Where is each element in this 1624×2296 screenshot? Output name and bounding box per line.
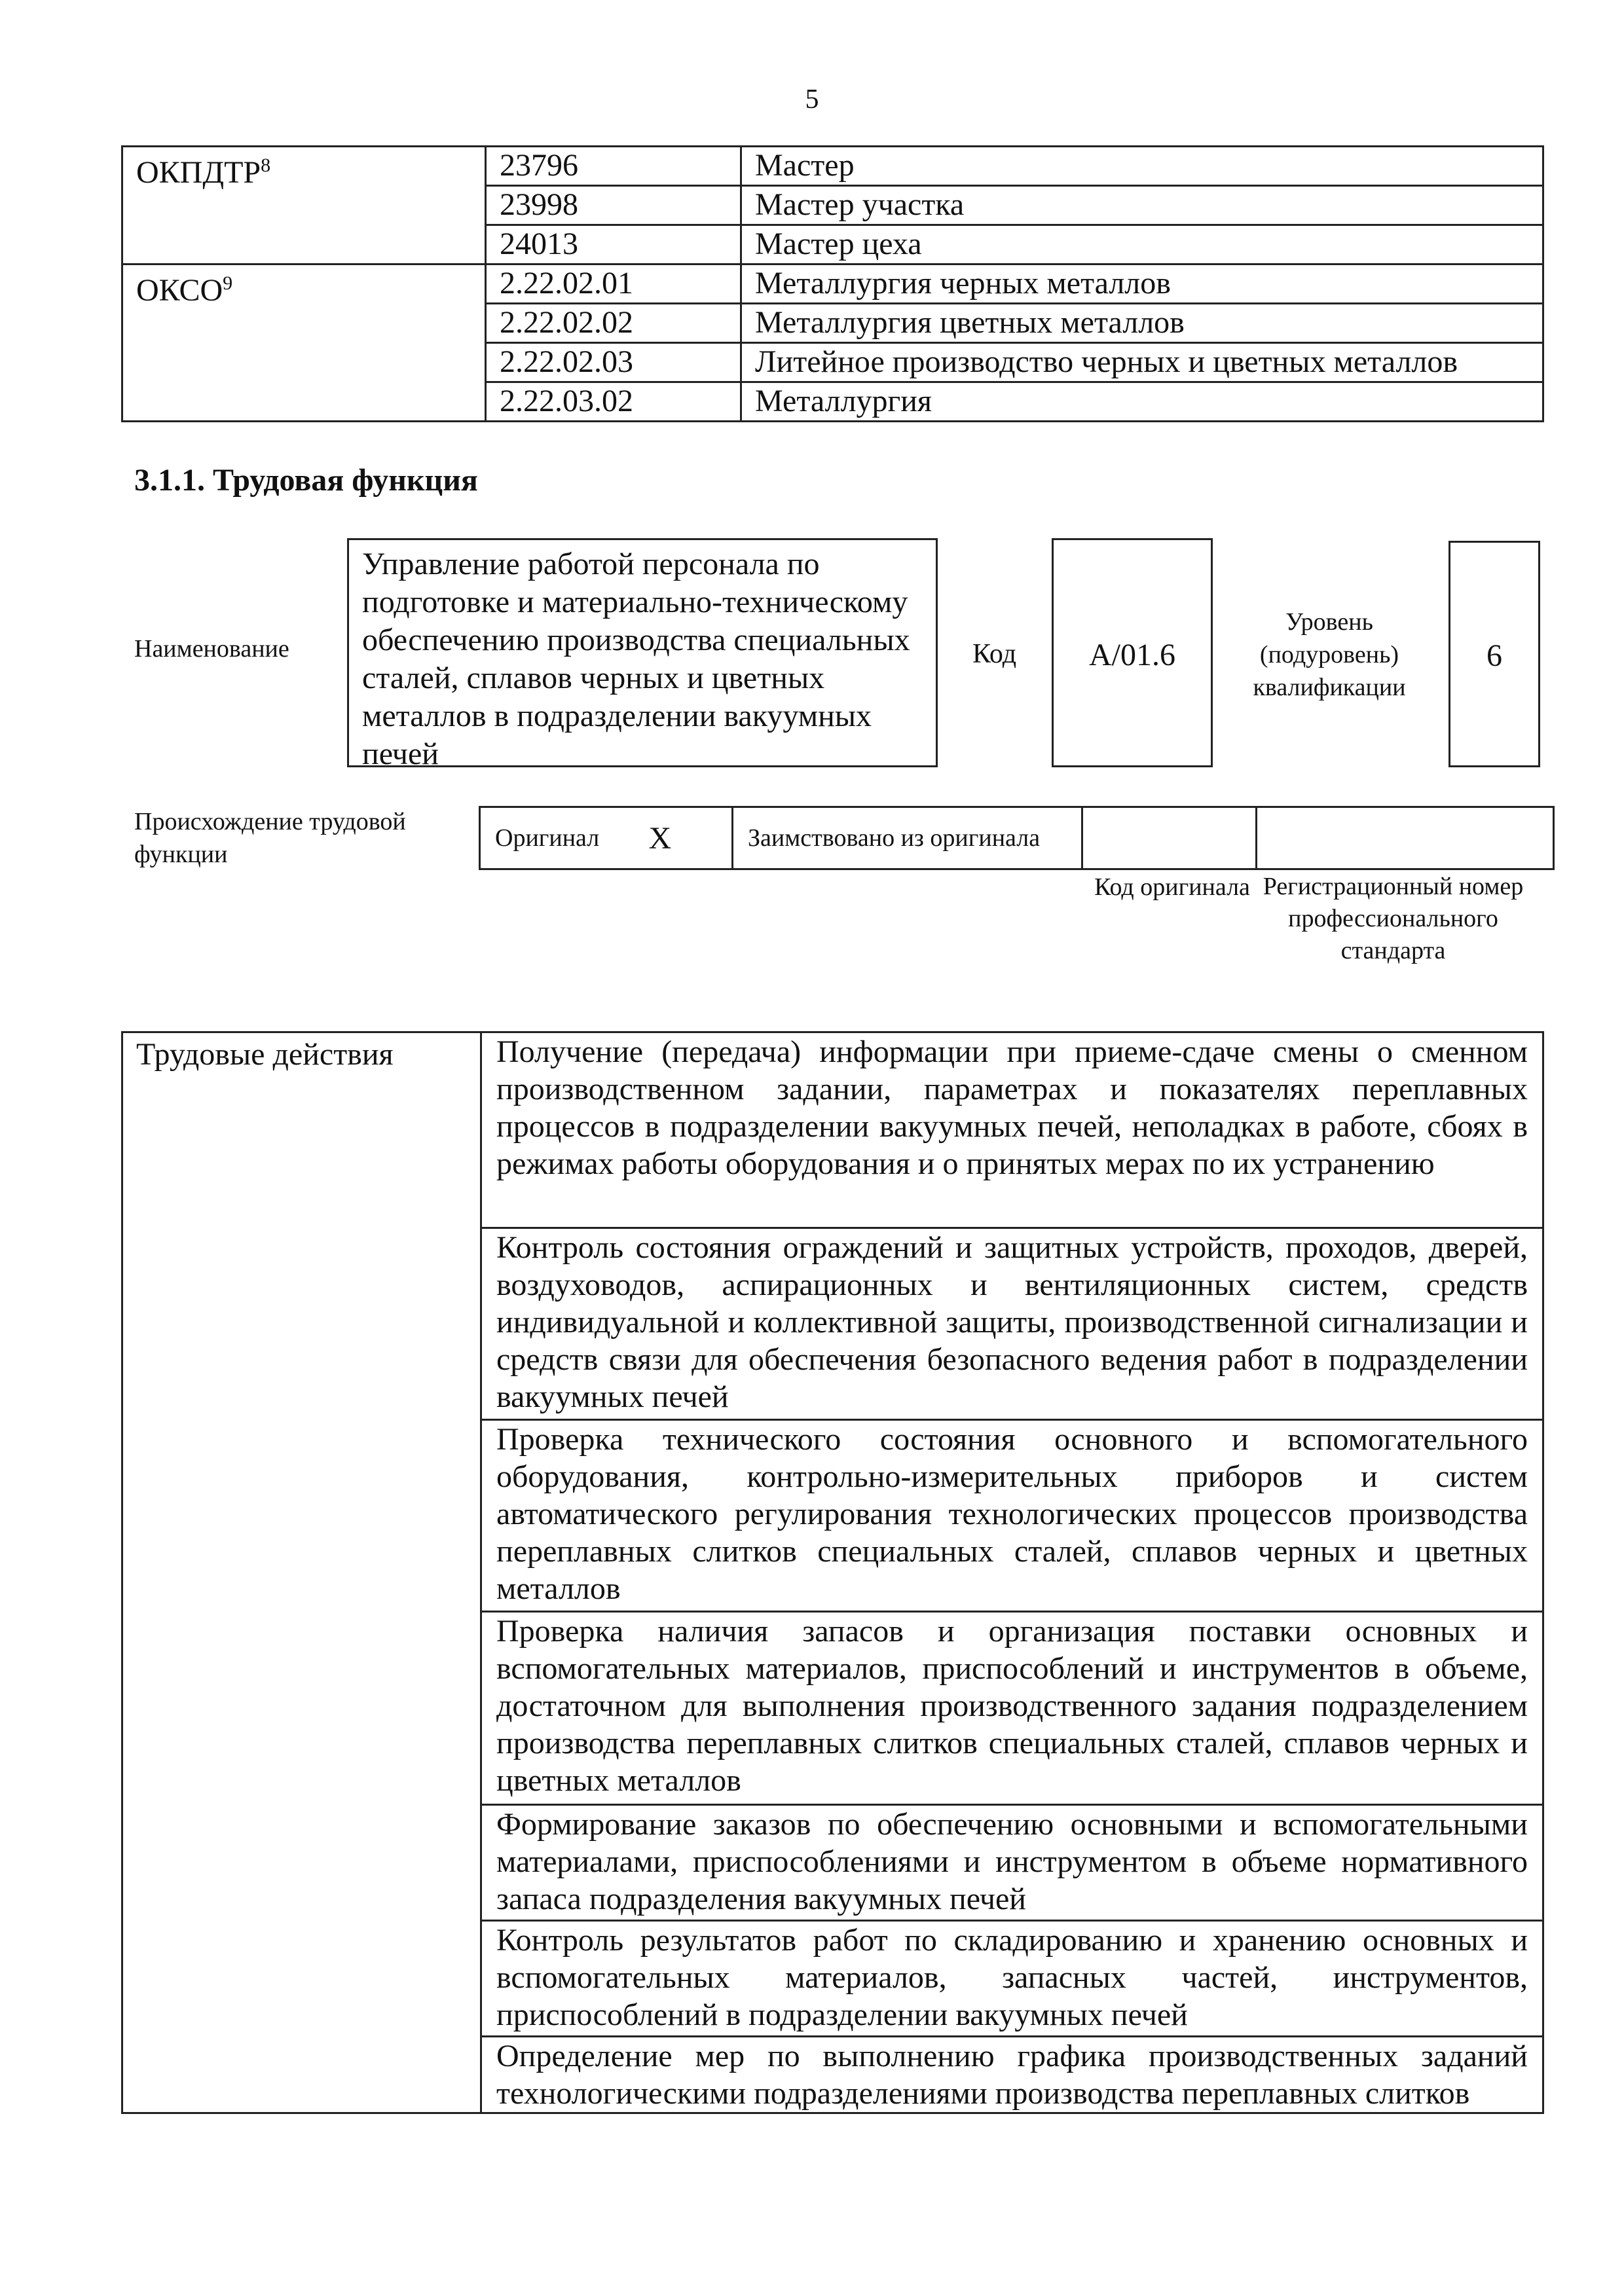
- labor-actions-table: [121, 1031, 1544, 2114]
- name-label: Наименование: [134, 635, 289, 663]
- labor-action-item: Получение (передача) информации при приеме-сдаче смены о сменном производственном задании, параметрах и показателях переплавных процессов в подразделении вакуумных печей, неполадках в работе, сбоях в режимах работы оборудования и о принятых мерах по их устранению: [481, 1032, 1543, 1228]
- origin-label: Происхождение трудовой функции: [134, 808, 406, 868]
- table-row: [480, 807, 1554, 869]
- name-cell: Мастер участка: [741, 186, 1543, 225]
- original-label: Оригинал: [480, 807, 642, 869]
- page-number: 5: [805, 84, 819, 115]
- qualification-level-box: 6: [1449, 541, 1540, 767]
- labor-action-item: Определение мер по выполнению графика производственных заданий технологическими подразделениями производства переплавных слитков: [481, 2037, 1543, 2113]
- section-title: 3.1.1. Трудовая функция: [134, 463, 478, 498]
- code-cell: 24013: [486, 225, 741, 264]
- function-name-box: Управление работой персонала по подготовке и материально-техническому обеспечению производства специальных сталей, сплавов черных и цветных металлов в подразделении вакуумных печей: [347, 538, 938, 767]
- footnote-mark: 8: [261, 155, 271, 176]
- code-cell: 23796: [486, 147, 741, 186]
- classification-table: [121, 145, 1544, 422]
- table-row: [122, 264, 1543, 304]
- table-row: [122, 147, 1543, 186]
- code-cell: 2.22.02.02: [486, 304, 741, 343]
- code-cell: 2.22.02.03: [486, 343, 741, 382]
- classification-group: [122, 147, 486, 264]
- labor-action-item: Контроль результатов работ по складированию и хранению основных и вспомогательных материалов, запасных частей, инструментов, приспособлений в подразделении вакуумных печей: [481, 1921, 1543, 2037]
- labor-action-item: Проверка наличия запасов и организация поставки основных и вспомогательных материалов, приспособлений и инструментов в объеме, достаточном для выполнения производственного задания подразделением производства переплавных слитков специальных сталей, сплавов черных и цветных металлов: [481, 1612, 1543, 1805]
- code-value-box: A/01.6: [1052, 538, 1213, 767]
- labor-action-item: Контроль состояния ограждений и защитных устройств, проходов, дверей, воздуховодов, аспирационных и вентиляционных систем, средств индивидуальной и коллективной защиты, производственной сигнализации и средств связи для обеспечения безопасного ведения работ в подразделении вакуумных печей: [481, 1228, 1543, 1420]
- name-cell: Металлургия: [741, 382, 1543, 422]
- qualification-level-label: Уровень (подуровень) квалификации: [1253, 608, 1406, 701]
- original-code-cell: [1082, 807, 1257, 869]
- labor-action-item: Формирование заказов по обеспечению основными и вспомогательными материалами, приспособлениями и инструментом в объеме нормативного запаса подразделения вакуумных печей: [481, 1805, 1543, 1921]
- registration-number-cell: [1257, 807, 1554, 869]
- table-row: [122, 1032, 1543, 1228]
- code-label: Код: [972, 639, 1017, 669]
- name-cell: Литейное производство черных и цветных металлов: [741, 343, 1543, 382]
- code-cell: 2.22.03.02: [486, 382, 741, 422]
- registration-number-caption: Регистрационный номер профессионального стандарта: [1263, 873, 1524, 964]
- labor-actions-label: Трудовые действия: [122, 1032, 481, 2113]
- name-cell: Мастер цеха: [741, 225, 1543, 264]
- labor-action-item: Проверка технического состояния основного и вспомогательного оборудования, контрольно-измерительных приборов и систем автоматического регулирования технологических процессов производства переплавных слитков специальных сталей, сплавов черных и цветных металлов: [481, 1420, 1543, 1612]
- name-cell: Металлургия цветных металлов: [741, 304, 1543, 343]
- classification-group: [122, 264, 486, 422]
- group-name: ОКПДТР: [136, 155, 261, 190]
- original-code-caption: Код оригинала: [1094, 873, 1250, 901]
- code-cell: 23998: [486, 186, 741, 225]
- borrowed-label: Заимствовано из оригинала: [733, 807, 1082, 869]
- code-cell: 2.22.02.01: [486, 264, 741, 304]
- footnote-mark: 9: [223, 272, 233, 294]
- name-cell: Металлургия черных металлов: [741, 264, 1543, 304]
- origin-table: [479, 806, 1555, 870]
- original-mark: X: [642, 807, 733, 869]
- group-name: ОКСО: [136, 273, 223, 308]
- name-cell: Мастер: [741, 147, 1543, 186]
